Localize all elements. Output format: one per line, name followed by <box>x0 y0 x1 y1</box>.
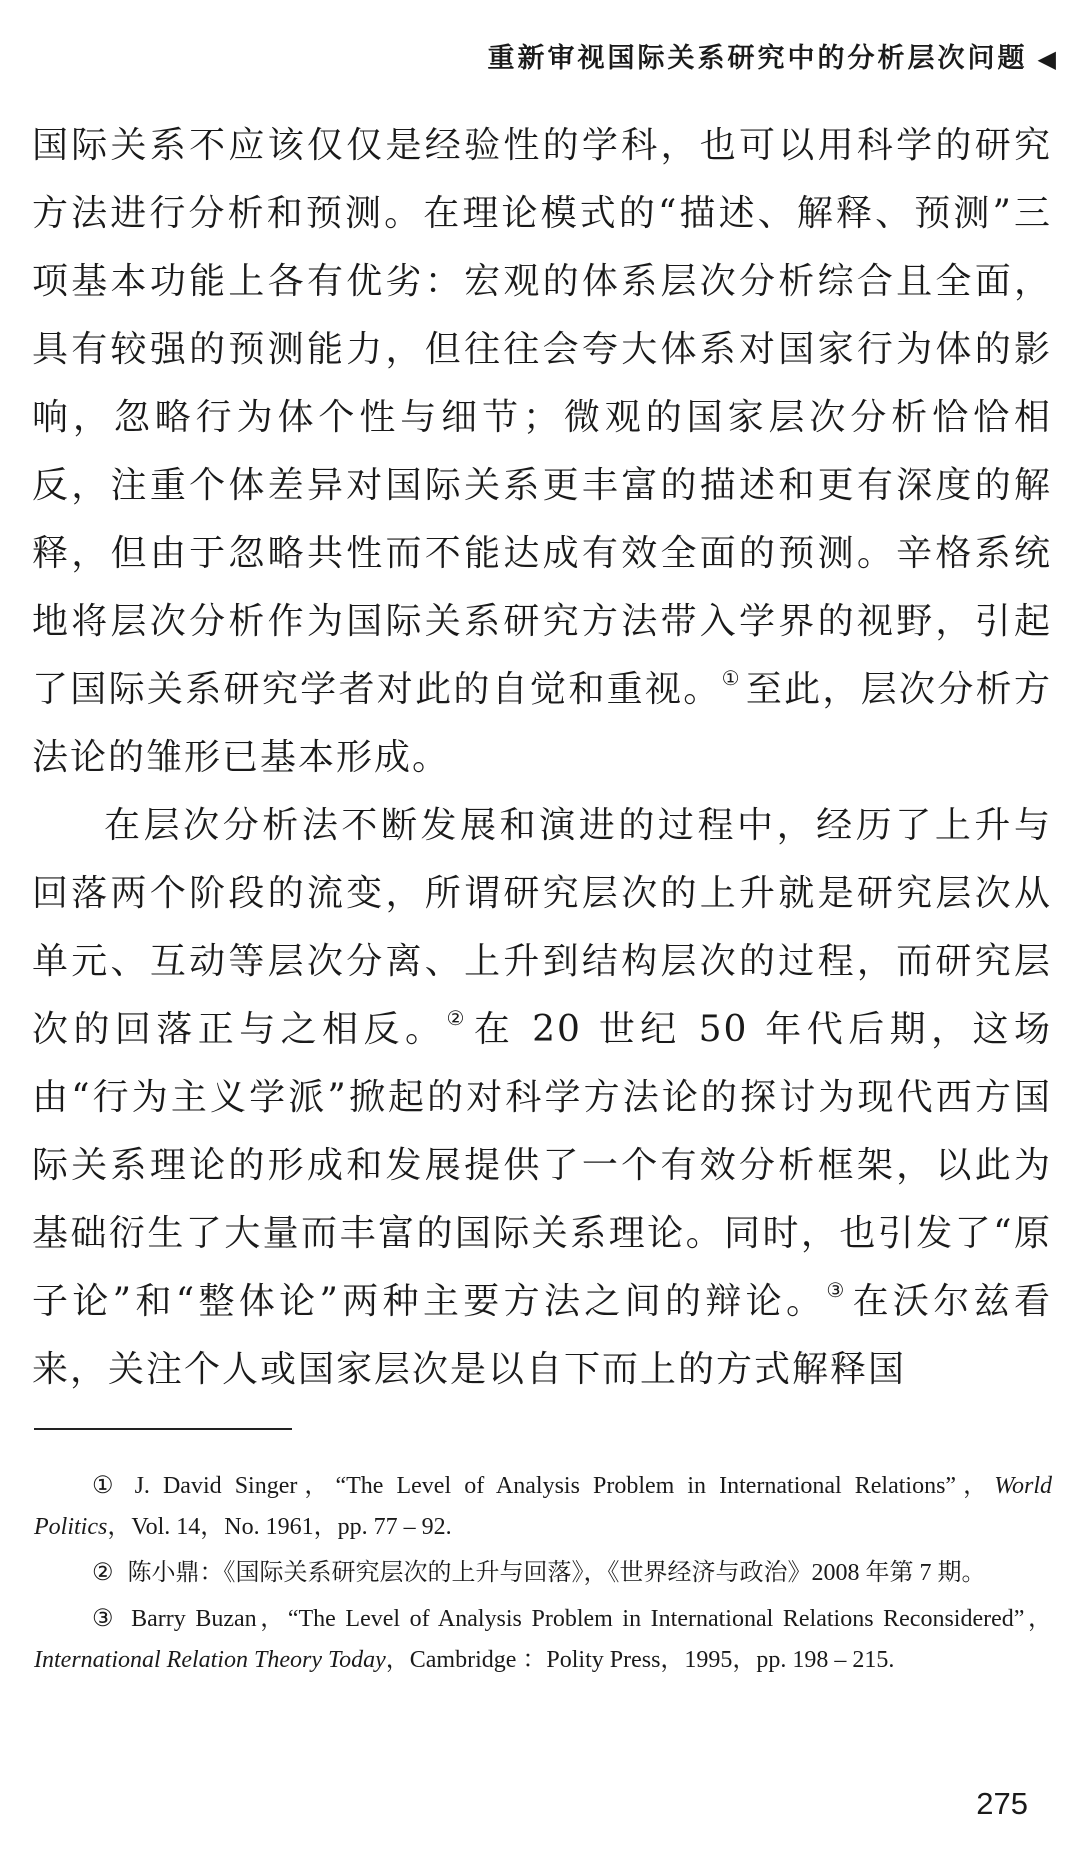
paragraph-2 <box>32 792 1052 1404</box>
running-header <box>488 36 1056 75</box>
footnote-3-text-b: ，Cambridge ：Polity Press，1995，pp. 198 – 215. <box>385 1647 895 1673</box>
footnote-1-text-b: ，Vol. 14，No. 1961，pp. 77 – 92. <box>107 1514 452 1540</box>
paragraph-2-text-c: 在沃尔兹看来，关注个人或国家层次是以自下而上的方式解释国 <box>32 1281 1052 1390</box>
footnote-3-book-title: International Relation Theory Today <box>34 1647 386 1673</box>
footnote-2-text: 陈小鼎：《国际关系研究层次的上升与回落》，《世界经济与政治》2008 年第 7 期。 <box>127 1560 986 1586</box>
page-number: 275 <box>976 1786 1028 1821</box>
paragraph-1-text-b: 至此，层次分析方法论的雏形已基本形成。 <box>32 669 1052 778</box>
footnote-2-mark: ② <box>92 1560 114 1586</box>
footnote-3-mark: ③ <box>92 1606 118 1632</box>
paragraph-1-text-a: 国际关系不应该仅仅是经验性的学科，也可以用科学的研究方法进行分析和预测。在理论模式的“描述、解释、预测”三项基本功能上各有优劣：宏观的体系层次分析综合且全面，具有较强的预测能力，但往往会夸大体系对国家行为体的影响，忽略行为体个性与细节；微观的国家层次分析恰恰相反，注重个体差异对国际关系更丰富的描述和更有深度的解释，但由于忽略共性而不能达成有效全面的预测。辛格系统地将层次分析作为国际关系研究方法带入学界的视野，引起了国际关系研究学者对此的自觉和重视。 <box>32 125 1052 710</box>
paragraph-2-text-a: 在层次分析法不断发展和演进的过程中，经历了上升与回落两个阶段的流变，所谓研究层次的上升就是研究层次从单元、互动等层次分离、上升到结构层次的过程，而研究层次的回落正与之相反。 <box>32 805 1052 1050</box>
footnote-ref-1[interactable]: ① <box>721 666 740 690</box>
footnote-3 <box>34 1599 1052 1681</box>
footnote-divider <box>34 1428 292 1430</box>
paragraph-1 <box>32 112 1052 792</box>
footnote-ref-3[interactable]: ③ <box>826 1278 847 1302</box>
footnote-1-text-a: J. David Singer，“The Level of Analysis Problem in International Relations”， <box>134 1473 995 1499</box>
footnote-2 <box>34 1553 1052 1594</box>
footnote-ref-2[interactable]: ② <box>446 1006 468 1030</box>
footnote-1 <box>34 1466 1052 1548</box>
footnotes <box>34 1466 1052 1686</box>
triangle-left-icon: ◀ <box>1037 45 1056 73</box>
running-header-title: 重新审视国际关系研究中的分析层次问题 <box>487 43 1028 74</box>
paragraph-2-text-b: 在 20 世纪 50 年代后期，这场由“行为主义学派”掀起的对科学方法论的探讨为现代西方国际关系理论的形成和发展提供了一个有效分析框架，以此为基础衍生了大量而丰富的国际关系理论。同时，也引发了“原子论”和“整体论”两种主要方法之间的辩论。 <box>32 1009 1052 1322</box>
footnote-3-text-a: Barry Buzan，“The Level of Analysis Problem in International Relations Reconsidered”， <box>131 1606 1052 1632</box>
footnote-1-journal: World Politics <box>34 1473 1052 1540</box>
footnote-1-mark: ① <box>92 1473 121 1499</box>
body-text <box>32 112 1052 1404</box>
